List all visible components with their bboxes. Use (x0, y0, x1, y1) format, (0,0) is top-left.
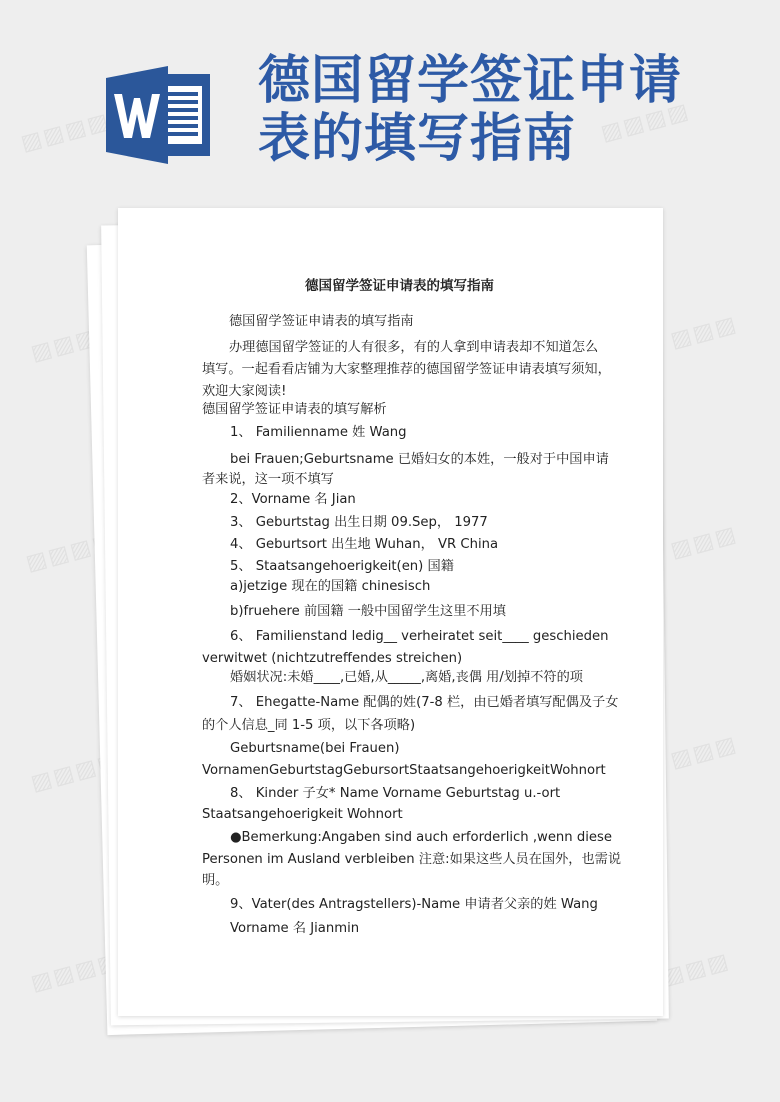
doc-line: ●Bemerkung:Angaben sind auch erforderlich ,wenn diese (230, 830, 612, 845)
doc-line: VornamenGeburtstagGebursortStaatsangehoerigkeitWohnort (202, 763, 606, 778)
doc-line: Staatsangehoerigkeit Wohnort (202, 807, 403, 822)
banner-title-line-2: 表的填写指南 (258, 108, 577, 169)
watermark: ▨▨▨▨ (18, 108, 113, 157)
doc-line: 6、 Familienstand ledig__ verheiratet seit____ geschieden (230, 629, 609, 644)
doc-line: bei Frauen;Geburtsname 已婚妇女的本姓，一般对于中国申请 (230, 452, 609, 467)
doc-line: b)fruehere 前国籍 一般中国留学生这里不用填 (230, 604, 506, 619)
banner-title (258, 52, 682, 168)
doc-line: 9、Vater(des Antragstellers)-Name 申请者父亲的姓 Wang (230, 897, 598, 912)
doc-line: 5、 Staatsangehoerigkeit(en) 国籍 (230, 559, 454, 574)
doc-line: Geburtsname(bei Frauen) (230, 741, 400, 756)
doc-line: 7、 Ehegatte-Name 配偶的姓(7-8 栏，由已婚者填写配偶及子女 (230, 695, 619, 710)
word-logo-icon (106, 66, 210, 164)
doc-line: 8、 Kinder 子女* Name Vorname Geburtstag u.-ort (230, 786, 561, 801)
doc-line: 欢迎大家阅读! (202, 384, 287, 399)
doc-line: 4、 Geburtsort 出生地 Wuhan， VR China (230, 537, 499, 552)
doc-line: 办理德国留学签证的人有很多，有的人拿到申请表却不知道怎么 (229, 340, 599, 355)
watermark: ▨▨▨▨ (28, 318, 123, 367)
watermark: ▨▨▨▨ (23, 528, 118, 577)
doc-line: 明。 (202, 873, 229, 888)
doc-line: 填写。一起看看店铺为大家整理推荐的德国留学签证申请表填写须知， (202, 362, 611, 377)
doc-line: 者来说，这一项不填写 (202, 472, 334, 487)
watermark: ▨▨▨▨ (598, 98, 693, 147)
watermark: ▨▨▨ (667, 311, 741, 354)
doc-line: 婚姻状况:未婚____,已婚,从_____,离婚,丧偶 用/划掉不符的项 (230, 670, 583, 685)
doc-line: Vorname 名 Jianmin (230, 921, 360, 936)
watermark: ▨▨▨▨ (28, 948, 123, 997)
doc-line: verwitwet (nichtzutreffendes streichen) (202, 651, 463, 666)
doc-line: 德国留学签证申请表的填写解析 (202, 402, 387, 417)
document-title: 德国留学签证申请表的填写指南 (305, 278, 494, 294)
doc-line: 德国留学签证申请表的填写指南 (229, 314, 414, 329)
watermark: ▨▨▨▨ (638, 948, 733, 997)
watermark: ▨▨▨ (667, 521, 741, 564)
watermark: ▨▨▨▨ (28, 748, 123, 797)
doc-line: a)jetzige 现在的国籍 chinesisch (230, 579, 431, 594)
watermark: ▨▨▨ (667, 731, 741, 774)
banner-title-line-1: 德国留学签证申请 (258, 50, 683, 111)
doc-line: 的个人信息_同 1-5 项，以下各项略) (202, 718, 416, 733)
doc-line: 3、 Geburtstag 出生日期 09.Sep， 1977 (230, 515, 488, 530)
doc-line: 1、 Familienname 姓 Wang (230, 425, 407, 440)
doc-line: 2、Vorname 名 Jian (230, 492, 356, 507)
document-page (118, 208, 663, 1016)
doc-line: Personen im Ausland verbleiben 注意:如果这些人员在国外，也需说 (202, 852, 622, 867)
